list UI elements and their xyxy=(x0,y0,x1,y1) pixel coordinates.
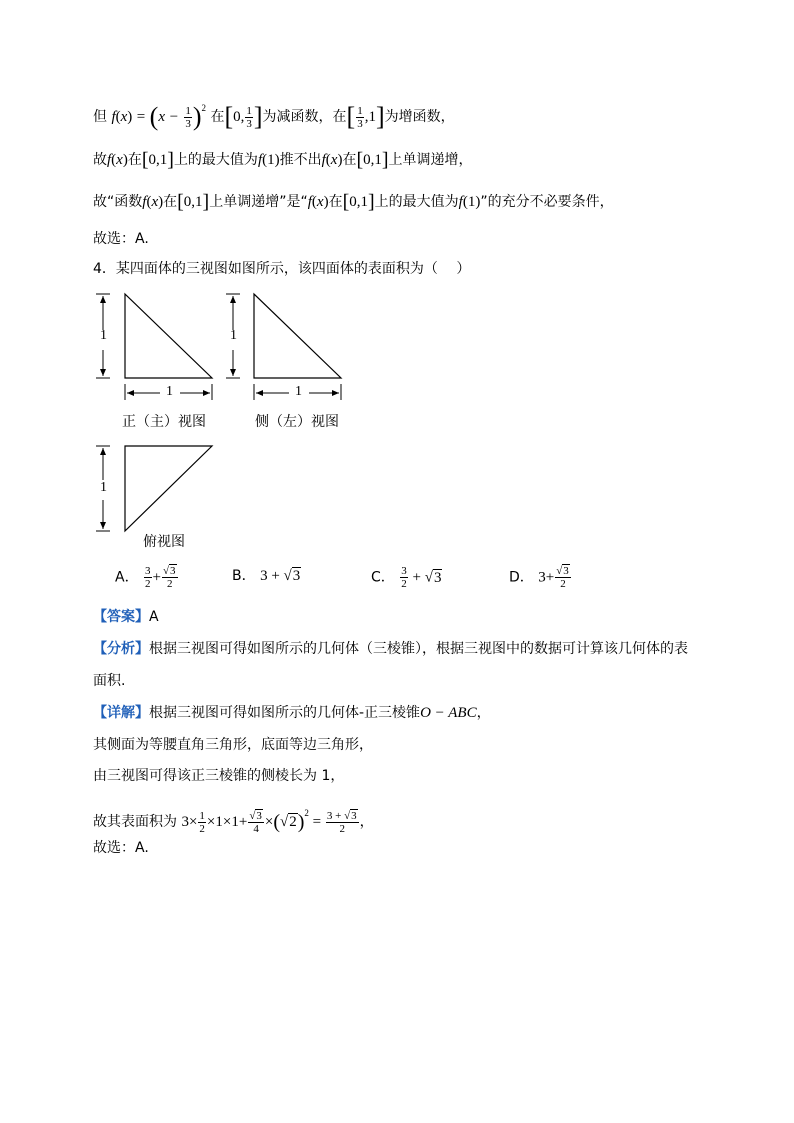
analysis-line-2: 面积. xyxy=(93,673,126,689)
text-but: 但 xyxy=(93,109,107,125)
option-d: D． 3+ $\frac{√3}{2}$ xyxy=(509,565,569,590)
side-view-caption: 侧（左）视图 xyxy=(255,414,339,430)
line-max-value: 故f(x)在[0,1]上的最大值为f(1)推不出f(x)在[0,1]上单调递增， xyxy=(93,149,473,171)
detail-line-4: 故其表面积为 3× $\frac{1}{2}$ ×1×1+ $\frac{√3}{4}$ $\times(√2)^2$ = $\frac{3 + √3}{2}$ ， xyxy=(93,808,374,835)
option-a: A． $\frac{3}{2}$ + $\frac{√3}{2}$ xyxy=(115,565,176,590)
top-view-triangle xyxy=(125,446,212,531)
front-view-caption: 正（主）视图 xyxy=(122,414,206,430)
option-c: C． $\frac{3}{2}$ + √3 xyxy=(371,565,442,590)
detail-line-1: 【详解】根据三视图可得如图所示的几何体-正三棱锥O − ABC， xyxy=(93,705,491,721)
choose-line-2: 故选：A. xyxy=(93,840,149,856)
line-condition: 故“函数f(x)在[0,1]上单调递增”是“f(x)在[0,1]上的最大值为f(1)”的充分不必要条件， xyxy=(93,191,614,213)
line-monotonic: 但 f(x) = (x − $\frac{1}{3}$ )$^2$ 在[0, $\frac{1}{3}$ ]为减函数，在[ $\frac{1}{3}$ ,1]为增函数， xyxy=(93,102,455,131)
question-4: 4．某四面体的三视图如图所示，该四面体的表面积为（ ） xyxy=(93,261,471,277)
answer-line: 【答案】A xyxy=(93,609,159,625)
front-height-label: 1 xyxy=(100,328,107,343)
analysis-line-1: 【分析】根据三视图可得如图所示的几何体（三棱锥），根据三视图中的数据可计算该几何体的表 xyxy=(93,641,688,657)
choose-line-1: 故选：A. xyxy=(93,231,149,247)
frac-one-third: $\frac{1}{3}$ xyxy=(185,104,191,130)
front-width-label: 1 xyxy=(166,384,173,399)
detail-line-3: 由三视图可得该正三棱锥的侧棱长为 1， xyxy=(93,768,345,784)
top-view-caption: 俯视图 xyxy=(143,534,185,550)
side-width-label: 1 xyxy=(295,384,302,399)
detail-line-2: 其侧面为等腰直角三角形，底面等边三角形， xyxy=(93,737,373,753)
front-view-triangle xyxy=(125,294,212,378)
side-view-triangle xyxy=(254,294,341,378)
side-height-label: 1 xyxy=(230,328,237,343)
top-height-label: 1 xyxy=(100,480,107,495)
option-b: B． 3 + √3 xyxy=(232,568,301,584)
